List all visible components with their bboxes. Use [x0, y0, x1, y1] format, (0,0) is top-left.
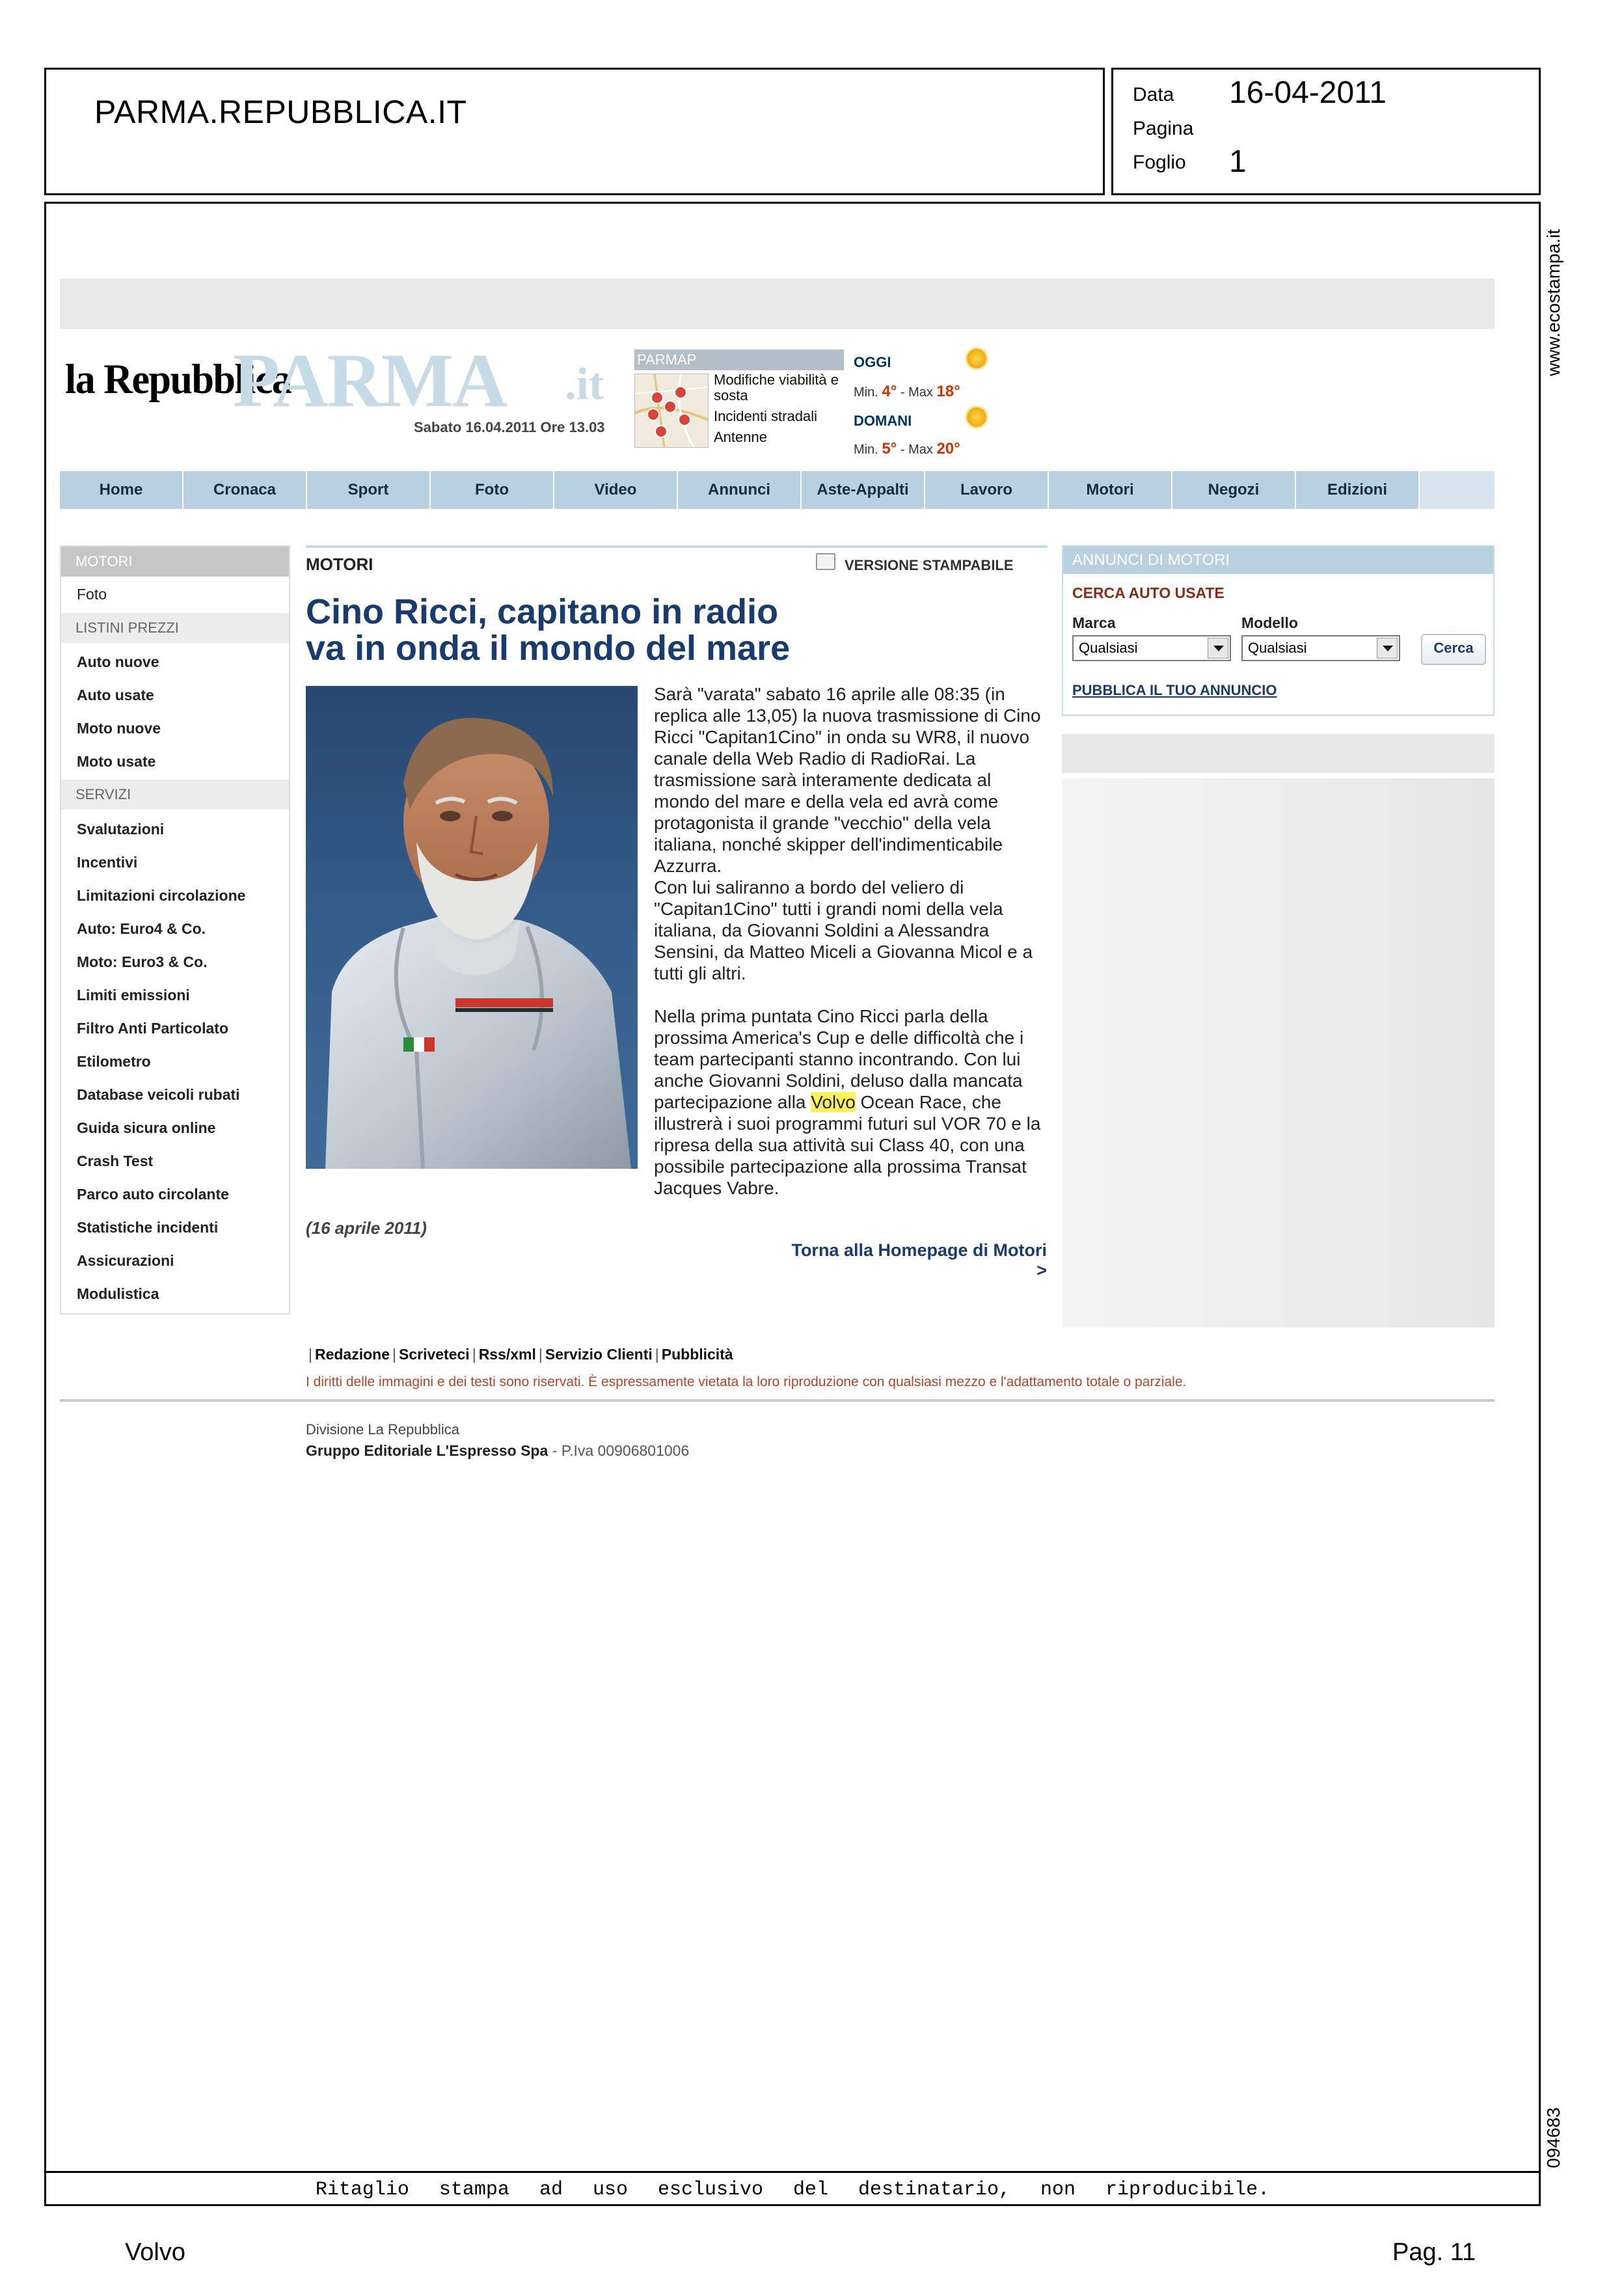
nav-edizioni[interactable]: Edizioni [1296, 471, 1420, 509]
article-paragraph: Nella prima puntata Cino Ricci parla della prossima America's Cup e delle difficoltà che i team partecipanti stanno incontrando. Con lui anche Giovanni Soldini, deluso dalla mancata partecipazione alla Volvo Ocean Race, che illustrerà i suoi programmi futuri sul VOR 70 e la ripresa della sua attività sui Class 40, con una possibile partecipazione alla prossima Transat Jacques Vabre. [654, 1006, 1041, 1198]
sun-icon [967, 407, 986, 427]
sidebar-item-guida-sicura[interactable]: Guida sicura online [77, 1119, 216, 1136]
nav-sport[interactable]: Sport [307, 471, 431, 509]
footer-links: | Redazione | Scriveteci | Rss/xml | Servizio Clienti | Pubblicità [308, 1346, 733, 1363]
footer-link-pubblicita[interactable]: Pubblicità [661, 1346, 733, 1363]
top-banner-placeholder [60, 279, 1495, 329]
foglio-value: 1 [1229, 144, 1247, 179]
weather-today: Min. 4° - Max 18° [854, 383, 960, 400]
nav-home[interactable]: Home [60, 471, 183, 509]
sidebar-sub-listini: LISTINI PREZZI [61, 613, 289, 643]
sidebar-item-auto-nuove[interactable]: Auto nuove [77, 653, 159, 670]
sidebar-item-parco-auto[interactable]: Parco auto circolante [77, 1186, 229, 1203]
sidebar-item-statistiche-incidenti[interactable]: Statistiche incidenti [77, 1219, 219, 1236]
sidebar-item-limiti-emissioni[interactable]: Limiti emissioni [77, 987, 190, 1003]
parmap-header[interactable]: PARMAP [634, 349, 844, 370]
sidebar-item-incentivi[interactable]: Incentivi [77, 854, 138, 871]
footer-link-servizio-clienti[interactable]: Servizio Clienti [545, 1346, 653, 1363]
clipping-source-box [44, 68, 1105, 195]
printer-icon[interactable] [816, 553, 835, 570]
motori-sidebar [60, 545, 290, 1315]
modello-select[interactable]: Qualsiasi [1241, 635, 1400, 661]
sidebar-item-moto-euro3[interactable]: Moto: Euro3 & Co. [77, 953, 208, 970]
footer-page-number: Pag. 11 [1392, 2239, 1476, 2266]
annunci-box [1062, 545, 1495, 716]
weather-tomorrow: Min. 5° - Max 20° [854, 440, 960, 457]
article-paragraph: Con lui saliranno a bordo del veliero di "Capitan1Cino" tutti i grandi nomi della vela italiana, da Giovanni Soldini a Alessandra Sensini, da Matteo Miceli a Giovanna Micol e a tutti gli altri. [654, 877, 1033, 983]
sun-icon [967, 349, 986, 368]
section-label: MOTORI [306, 554, 373, 574]
data-label: Data [1133, 84, 1174, 105]
map-icon [635, 374, 708, 447]
parmap-link-antenne[interactable]: Antenne [714, 429, 767, 445]
article-headline: Cino Ricci, capitano in radio va in onda il mondo del mare [306, 592, 791, 668]
sidebar-item-foto[interactable]: Foto [77, 586, 107, 603]
nav-lavoro[interactable]: Lavoro [925, 471, 1049, 509]
nav-aste-appalti[interactable]: Aste-Appalti [802, 471, 925, 509]
side-code: 094683 [1543, 2107, 1563, 2168]
ad-placeholder [1062, 778, 1495, 1328]
article-paragraph: Sarà "varata" sabato 16 aprile alle 08:35 (in replica alle 13,05) la nuova trasmissione di Cino Ricci "Capitan1Cino" in onda su WR8, il nuovo canale della Web Radio di RadioRai. La trasmissione sarà interamente dedicata al mondo del mare e della vela ed avrà come protagonista il grande "vecchio" della vela italiana, nonché skipper dell'indimenticabile Azzurra. [654, 684, 1041, 876]
annunci-head: ANNUNCI DI MOTORI [1063, 547, 1493, 574]
foglio-label: Foglio [1133, 152, 1186, 173]
sidebar-item-assicurazioni[interactable]: Assicurazioni [77, 1252, 174, 1269]
footer-divisione: Divisione La Repubblica [306, 1421, 460, 1438]
dateline: Sabato 16.04.2011 Ore 13.03 [414, 419, 605, 435]
footer-link-scriveteci[interactable]: Scriveteci [399, 1346, 470, 1363]
parmap-map-thumbnail[interactable] [634, 374, 709, 448]
repubblica-logo[interactable]: la Repubblica [65, 356, 291, 403]
nav-foto[interactable]: Foto [431, 471, 554, 509]
marca-select[interactable]: Qualsiasi [1072, 635, 1231, 661]
sidebar-head: MOTORI [61, 547, 289, 577]
sidebar-item-etilometro[interactable]: Etilometro [77, 1053, 151, 1070]
pagina-label: Pagina [1133, 118, 1194, 139]
ritaglio-notice: Ritaglio stampa ad uso esclusivo del destinatario, non riproducibile. [315, 2179, 1270, 2201]
nav-video[interactable]: Video [554, 471, 678, 509]
sidebar-item-moto-usate[interactable]: Moto usate [77, 753, 156, 770]
sidebar-item-filtro-antiparticolato[interactable]: Filtro Anti Particolato [77, 1020, 228, 1037]
clipping-meta-box [1111, 68, 1541, 195]
chevron-down-icon [1208, 638, 1228, 659]
footer-rights: I diritti delle immagini e dei testi sono riservati. È espressamente vietata la loro riproduzione con qualsiasi mezzo e l'adattamento totale o parziale. [306, 1374, 1187, 1389]
keyword-highlight: Volvo [811, 1092, 856, 1112]
side-url: www.ecostampa.it [1543, 229, 1563, 376]
parma-logo[interactable]: PARMA [233, 338, 507, 423]
back-to-motori-link[interactable]: Torna alla Homepage di Motori > [791, 1240, 1047, 1280]
article-photo [306, 686, 638, 1169]
parma-logo-it: .it [565, 359, 604, 409]
article-date: (16 aprile 2011) [306, 1218, 427, 1238]
footer-link-rss[interactable]: Rss/xml [478, 1346, 536, 1363]
sidebar-item-svalutazioni[interactable]: Svalutazioni [77, 821, 165, 838]
clipping-source: PARMA.REPUBBLICA.IT [94, 94, 467, 130]
sidebar-item-auto-euro4[interactable]: Auto: Euro4 & Co. [77, 920, 206, 937]
nav-annunci[interactable]: Annunci [678, 471, 802, 509]
sidebar-item-veicoli-rubati[interactable]: Database veicoli rubati [77, 1086, 240, 1103]
chevron-down-icon [1377, 638, 1398, 659]
sidebar-item-modulistica[interactable]: Modulistica [77, 1285, 159, 1302]
sidebar-item-auto-usate[interactable]: Auto usate [77, 687, 154, 703]
main-nav [60, 471, 1495, 509]
footer-link-redazione[interactable]: Redazione [314, 1346, 390, 1363]
article-body [654, 683, 1051, 1220]
nav-cronaca[interactable]: Cronaca [183, 471, 307, 509]
sidebar-sub-servizi: SERVIZI [61, 780, 289, 810]
marca-label: Marca [1072, 614, 1116, 631]
footer-keyword: Volvo [125, 2239, 185, 2266]
footer-rule [60, 1399, 1495, 1402]
data-value: 16-04-2011 [1229, 75, 1387, 110]
portrait-illustration [306, 686, 638, 1169]
weather-today-label: OGGI [854, 354, 891, 370]
nav-negozi[interactable]: Negozi [1172, 471, 1296, 509]
article-top-rule [306, 545, 1048, 548]
sidebar-item-limitazioni[interactable]: Limitazioni circolazione [77, 887, 246, 904]
print-version-link[interactable]: VERSIONE STAMPABILE [845, 557, 1014, 573]
cerca-button[interactable]: Cerca [1421, 634, 1486, 665]
sidebar-item-moto-nuove[interactable]: Moto nuove [77, 720, 161, 737]
footer-gruppo: Gruppo Editoriale L'Espresso Spa - P.Iva 00906801006 [306, 1442, 690, 1459]
ad-placeholder-top [1062, 734, 1495, 773]
parmap-link-viabilita[interactable]: Modifiche viabilità e sosta [714, 372, 839, 403]
ritaglio-divider [44, 2171, 1541, 2173]
annunci-sub: CERCA AUTO USATE [1072, 584, 1225, 601]
parmap-link-incidenti[interactable]: Incidenti stradali [714, 408, 817, 424]
modello-label: Modello [1241, 614, 1298, 631]
pubblica-annuncio-link[interactable]: PUBBLICA IL TUO ANNUNCIO [1072, 682, 1277, 698]
nav-motori[interactable]: Motori [1049, 471, 1172, 509]
sidebar-item-crash-test[interactable]: Crash Test [77, 1153, 154, 1169]
weather-tomorrow-label: DOMANI [854, 413, 912, 429]
